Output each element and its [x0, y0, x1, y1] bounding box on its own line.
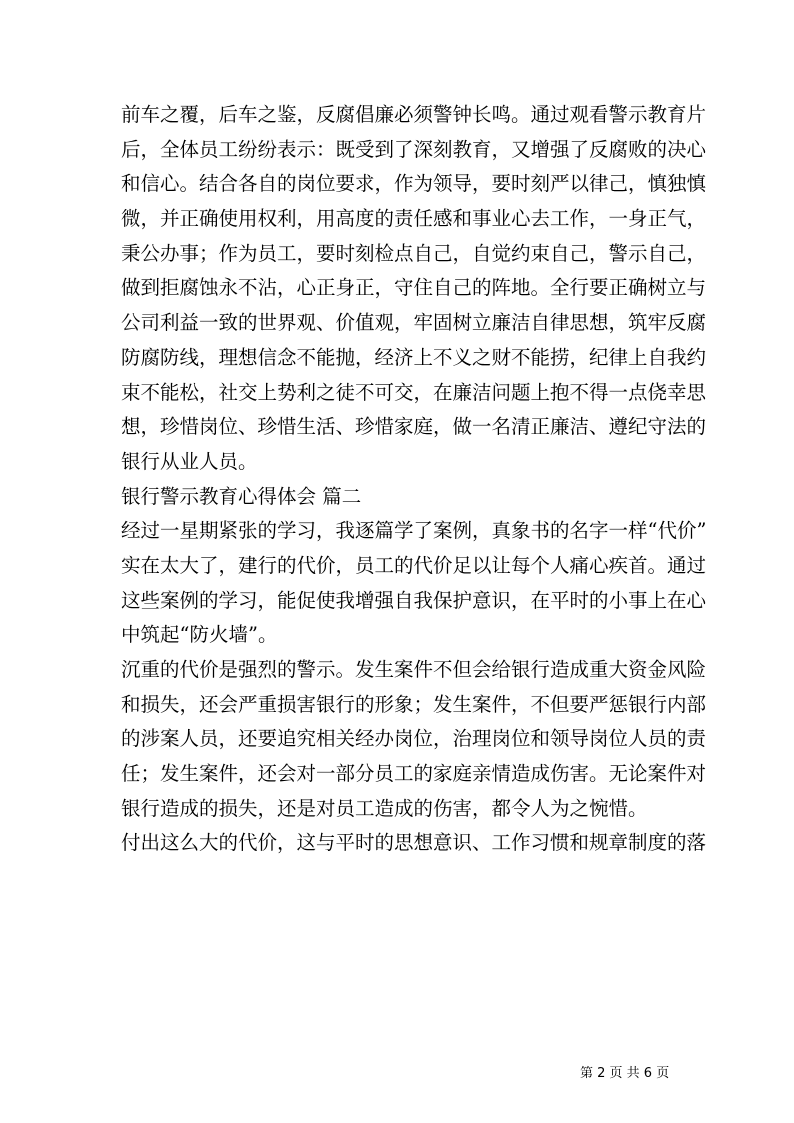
text-line: 后，全体员工纷纷表示：既受到了深刻教育，又增强了反腐败的决心: [121, 137, 707, 161]
text-line: 中筑起“防火墙”。: [121, 623, 278, 647]
text-line: 这些案例的学习，能促使我增强自我保护意识，在平时的小事上在心: [121, 588, 707, 612]
text-line: 束不能松，社交上势利之徒不可交，在廉洁问题上抱不得一点侥幸思: [121, 380, 707, 404]
text-line: 想，珍惜岗位、珍惜生活、珍惜家庭，做一名清正廉洁、遵纪守法的: [121, 415, 707, 439]
text-line: 银行从业人员。: [121, 449, 258, 473]
text-line: 公司利益一致的世界观、价值观，牢固树立廉洁自律思想，筑牢反腐: [121, 311, 707, 335]
text-line: 和信心。结合各自的岗位要求，作为领导，要时刻严以律己，慎独慎: [121, 172, 707, 196]
text-line: 实在太大了，建行的代价，员工的代价足以让每个人痛心疾首。通过: [121, 553, 707, 577]
text-line: 和损失，还会严重损害银行的形象；发生案件，不但要严惩银行内部: [121, 692, 707, 716]
text-line: 任；发生案件，还会对一部分员工的家庭亲情造成伤害。无论案件对: [121, 762, 707, 786]
section-heading: 银行警示教育心得体会 篇二: [121, 484, 362, 508]
document-body: [121, 98, 707, 861]
text-line: 秉公办事；作为员工，要时刻检点自己，自觉约束自己，警示自己，: [121, 241, 707, 265]
text-line: 前车之覆，后车之鉴，反腐倡廉必须警钟长鸣。通过观看警示教育片: [121, 103, 707, 126]
text-line: 的涉案人员，还要追究相关经办岗位，治理岗位和领导岗位人员的责: [121, 727, 707, 751]
page-number: 第 2 页 共 6 页: [580, 1066, 670, 1081]
text-line: 银行造成的损失，还是对员工造成的伤害，都令人为之惋惜。: [121, 796, 648, 820]
text-line: 防腐防线，理想信念不能抛，经济上不义之财不能捞，纪律上自我约: [121, 345, 707, 369]
text-line: 做到拒腐蚀永不沾，心正身正，守住自己的阵地。全行要正确树立与: [121, 276, 707, 300]
text-line: 沉重的代价是强烈的警示。发生案件不但会给银行造成重大资金风险: [121, 658, 707, 681]
text-line: 付出这么大的代价，这与平时的思想意识、工作习惯和规章制度的落: [121, 831, 707, 855]
text-line: 经过一星期紧张的学习，我逐篇学了案例，真象书的名字一样“代价”: [121, 519, 707, 543]
text-line: 微，并正确使用权利，用高度的责任感和事业心去工作，一身正气，: [121, 207, 707, 231]
